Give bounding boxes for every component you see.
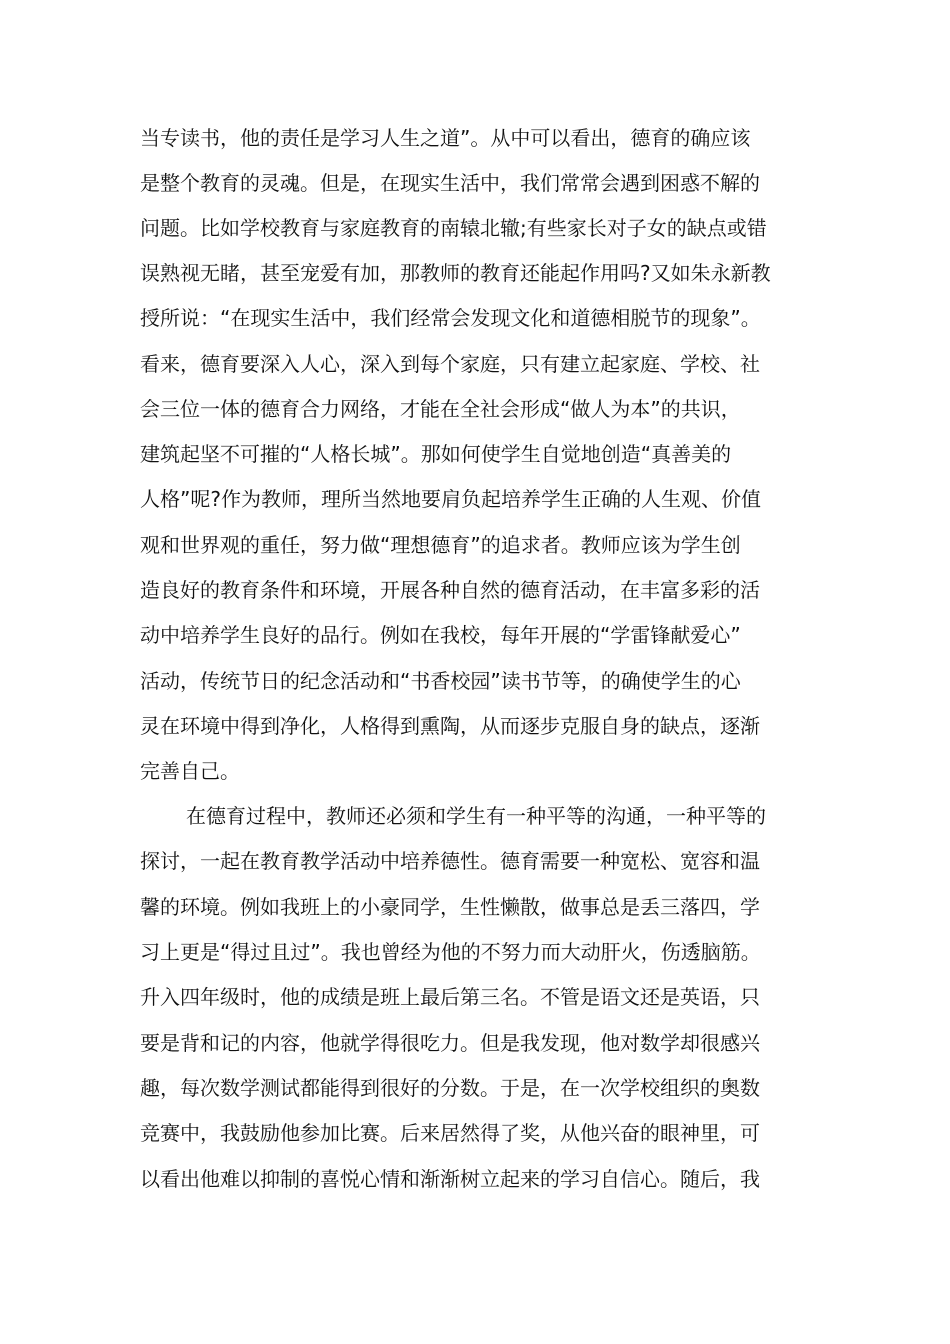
text-line: 建筑起坚不可摧的“人格长城”。那如何使学生自觉地创造“真善美的 bbox=[140, 442, 732, 466]
text-line: 误熟视无睹，甚至宠爱有加，那教师的教育还能起作用吗?又如朱永新教 bbox=[140, 261, 771, 285]
text-line: 动中培养学生良好的品行。例如在我校，每年开展的“学雷锋献爱心” bbox=[140, 623, 741, 647]
text-line: 会三位一体的德育合力网络，才能在全社会形成“做人为本”的共识， bbox=[140, 397, 741, 421]
text-line: 活动，传统节日的纪念活动和“书香校园”读书节等，的确使学生的心 bbox=[140, 669, 741, 693]
text-line: 以看出他难以抑制的喜悦心情和渐渐树立起来的学习自信心。随后，我 bbox=[140, 1167, 760, 1191]
text-line: 看来，德育要深入人心，深入到每个家庭，只有建立起家庭、学校、社 bbox=[140, 352, 760, 376]
text-line: 问题。比如学校教育与家庭教育的南辕北辙;有些家长对子女的缺点或错 bbox=[140, 216, 767, 240]
text-line: 升入四年级时，他的成绩是班上最后第三名。不管是语文还是英语，只 bbox=[140, 985, 760, 1009]
text-line: 当专读书，他的责任是学习人生之道”。从中可以看出，德育的确应该 bbox=[140, 126, 751, 150]
text-line: 要是背和记的内容，他就学得很吃力。但是我发现，他对数学却很感兴 bbox=[140, 1031, 760, 1055]
text-line: 是整个教育的灵魂。但是，在现实生活中，我们常常会遇到困惑不解的 bbox=[140, 171, 760, 195]
text-line: 竞赛中，我鼓励他参加比赛。后来居然得了奖，从他兴奋的眼神里，可 bbox=[140, 1121, 760, 1145]
text-line: 观和世界观的重任，努力做“理想德育”的追求者。教师应该为学生创 bbox=[140, 533, 741, 557]
text-line: 完善自己。 bbox=[140, 759, 240, 783]
text-line: 趣，每次数学测试都能得到很好的分数。于是，在一次学校组织的奥数 bbox=[140, 1076, 760, 1100]
text-line: 习上更是“得过且过”。我也曾经为他的不努力而大动肝火，伤透脑筋。 bbox=[140, 940, 761, 964]
paragraph-first-line: 在德育过程中，教师还必须和学生有一种平等的沟通，一种平等的 bbox=[186, 804, 766, 828]
text-line: 灵在环境中得到净化，人格得到熏陶，从而逐步克服自身的缺点，逐渐 bbox=[140, 714, 760, 738]
text-line: 馨的环境。例如我班上的小豪同学，生性懒散，做事总是丢三落四，学 bbox=[140, 895, 760, 919]
text-line: 造良好的教育条件和环境，开展各种自然的德育活动，在丰富多彩的活 bbox=[140, 578, 760, 602]
text-line: 探讨，一起在教育教学活动中培养德性。德育需要一种宽松、宽容和温 bbox=[140, 849, 760, 873]
text-line: 人格”呢?作为教师，理所当然地要肩负起培养学生正确的人生观、价值 bbox=[140, 487, 761, 511]
text-line: 授所说：“在现实生活中，我们经常会发现文化和道德相脱节的现象”。 bbox=[140, 306, 761, 330]
